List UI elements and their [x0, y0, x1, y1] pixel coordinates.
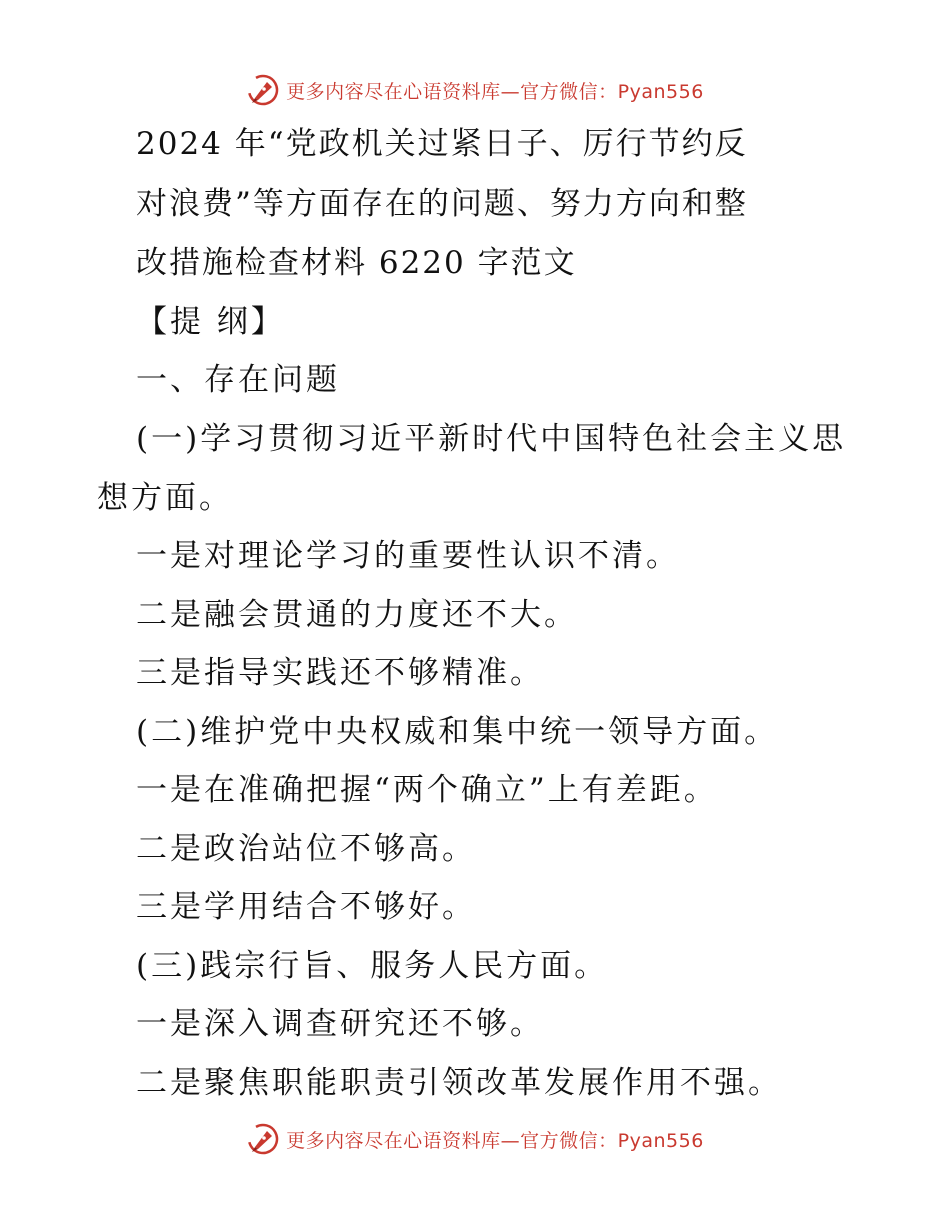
document-title-line-3: 改措施检查材料 6220 字范文 — [136, 245, 577, 281]
watermark-banner-bottom — [0, 1119, 950, 1159]
list-item: 三是学用结合不够好。 — [136, 889, 476, 925]
pen-nib-logo-icon — [246, 73, 280, 107]
outline-heading: 【提 纲】 — [136, 304, 285, 340]
subsection-1-heading: (一)学习贯彻习近平新时代中国特色社会主义思 — [136, 421, 847, 457]
list-item: 一是在准确把握“两个确立”上有差距。 — [136, 772, 718, 808]
watermark-text: 更多内容尽在心语资料库—官方微信：Pyan556 — [286, 1129, 704, 1152]
watermark-text: 更多内容尽在心语资料库—官方微信：Pyan556 — [286, 80, 704, 103]
section-heading-problems: 一、存在问题 — [136, 362, 340, 398]
document-title-line-2: 对浪费”等方面存在的问题、努力方向和整 — [136, 186, 748, 222]
watermark-banner-top — [0, 70, 950, 110]
list-item: 一是对理论学习的重要性认识不清。 — [136, 538, 680, 574]
list-item: 二是融会贯通的力度还不大。 — [136, 597, 578, 633]
pen-nib-logo-icon — [246, 1122, 280, 1156]
document-title-line-1: 2024 年“党政机关过紧日子、厉行节约反 — [136, 126, 748, 162]
list-item: 二是聚焦职能职责引领改革发展作用不强。 — [136, 1065, 782, 1101]
subsection-1-heading-continued: 想方面。 — [97, 480, 233, 516]
list-item: 三是指导实践还不够精准。 — [136, 655, 544, 691]
list-item: 一是深入调查研究还不够。 — [136, 1006, 544, 1042]
list-item: 二是政治站位不够高。 — [136, 831, 476, 867]
subsection-3-heading: (三)践宗行旨、服务人民方面。 — [136, 948, 609, 984]
subsection-2-heading: (二)维护党中央权威和集中统一领导方面。 — [136, 714, 779, 750]
